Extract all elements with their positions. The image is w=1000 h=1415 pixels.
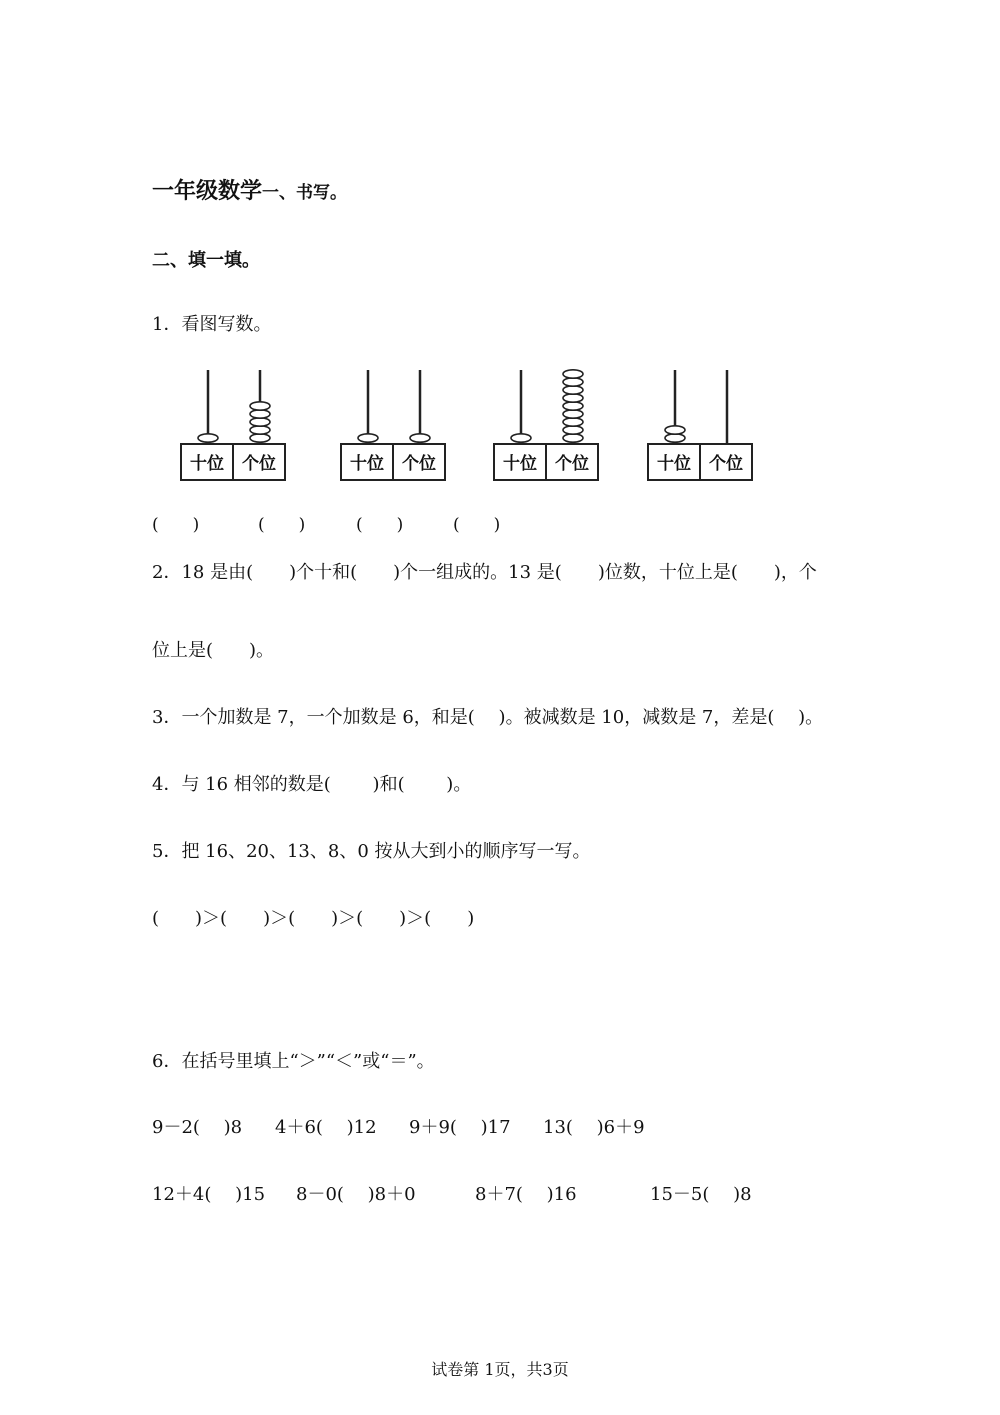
bead-ones (563, 394, 583, 402)
label-tens: 十位 (657, 454, 691, 474)
answer-blank-1[interactable]: ( ) (152, 515, 200, 535)
label-tens: 十位 (190, 454, 224, 474)
compare-item[interactable]: 13( )6＋9 (543, 1117, 645, 1138)
bead-ones (410, 434, 430, 442)
label-tens: 十位 (503, 454, 537, 474)
bead-ones (250, 410, 270, 418)
compare-item[interactable]: 15－5( )8 (650, 1184, 752, 1205)
page-footer: 试卷第 1页，共3页 (431, 1360, 569, 1379)
label-tens: 十位 (350, 454, 384, 474)
bead-tens (198, 434, 218, 442)
bead-tens (511, 434, 531, 442)
abacus-svg (180, 368, 290, 484)
label-ones: 个位 (555, 454, 589, 474)
bead-ones (250, 426, 270, 434)
abacus-svg (493, 368, 603, 484)
bead-ones (250, 418, 270, 426)
bead-ones (563, 370, 583, 378)
bead-ones (563, 402, 583, 410)
question-2-line-2: 位上是( )。 (152, 640, 275, 661)
bead-tens (358, 434, 378, 442)
question-5-answer[interactable]: ( )＞( )＞( )＞( )＞( ) (152, 908, 475, 929)
bead-ones (563, 426, 583, 434)
abacus (493, 368, 603, 484)
abacus-svg (340, 368, 450, 484)
bead-ones (563, 418, 583, 426)
bead-ones (250, 402, 270, 410)
label-ones: 个位 (402, 454, 436, 474)
question-3: 3．一个加数是 7，一个加数是 6，和是( )。被减数是 10，减数是 7，差是( )。 (152, 707, 824, 728)
compare-item[interactable]: 9－2( )8 (152, 1117, 243, 1138)
section-1-heading: 一、书写。 (262, 183, 348, 203)
page-title (152, 174, 347, 205)
question-6: 6．在括号里填上“＞”“＜”或“＝”。 (152, 1051, 435, 1072)
question-2-line-1: 2．18 是由( )个十和( )个一组成的。13 是( )位数，十位上是( )，个 (152, 562, 817, 583)
bead-ones (563, 378, 583, 386)
section-2-heading: 二、填一填。 (152, 250, 260, 271)
compare-item[interactable]: 8－0( )8＋0 (296, 1184, 416, 1205)
compare-item[interactable]: 9＋9( )17 (409, 1117, 511, 1138)
label-ones: 个位 (709, 454, 743, 474)
bead-ones (250, 434, 270, 442)
label-ones: 个位 (242, 454, 276, 474)
bead-tens (665, 434, 685, 442)
bead-tens (665, 426, 685, 434)
compare-item[interactable]: 12＋4( )15 (152, 1184, 266, 1205)
compare-item[interactable]: 4＋6( )12 (275, 1117, 377, 1138)
abacus-svg (647, 368, 757, 484)
title-main: 一年级数学 (152, 179, 263, 204)
question-5: 5．把 16、20、13、8、0 按从大到小的顺序写一写。 (152, 841, 591, 862)
bead-ones (563, 434, 583, 442)
answer-blank-4[interactable]: ( ) (453, 515, 501, 535)
answer-blank-2[interactable]: ( ) (258, 515, 306, 535)
bead-ones (563, 386, 583, 394)
abacus (340, 368, 450, 484)
question-4: 4．与 16 相邻的数是( )和( )。 (152, 774, 472, 795)
abacus (180, 368, 290, 484)
compare-item[interactable]: 8＋7( )16 (475, 1184, 577, 1205)
question-1: 1．看图写数。 (152, 314, 272, 335)
bead-ones (563, 410, 583, 418)
answer-blank-3[interactable]: ( ) (356, 515, 404, 535)
abacus (647, 368, 757, 484)
